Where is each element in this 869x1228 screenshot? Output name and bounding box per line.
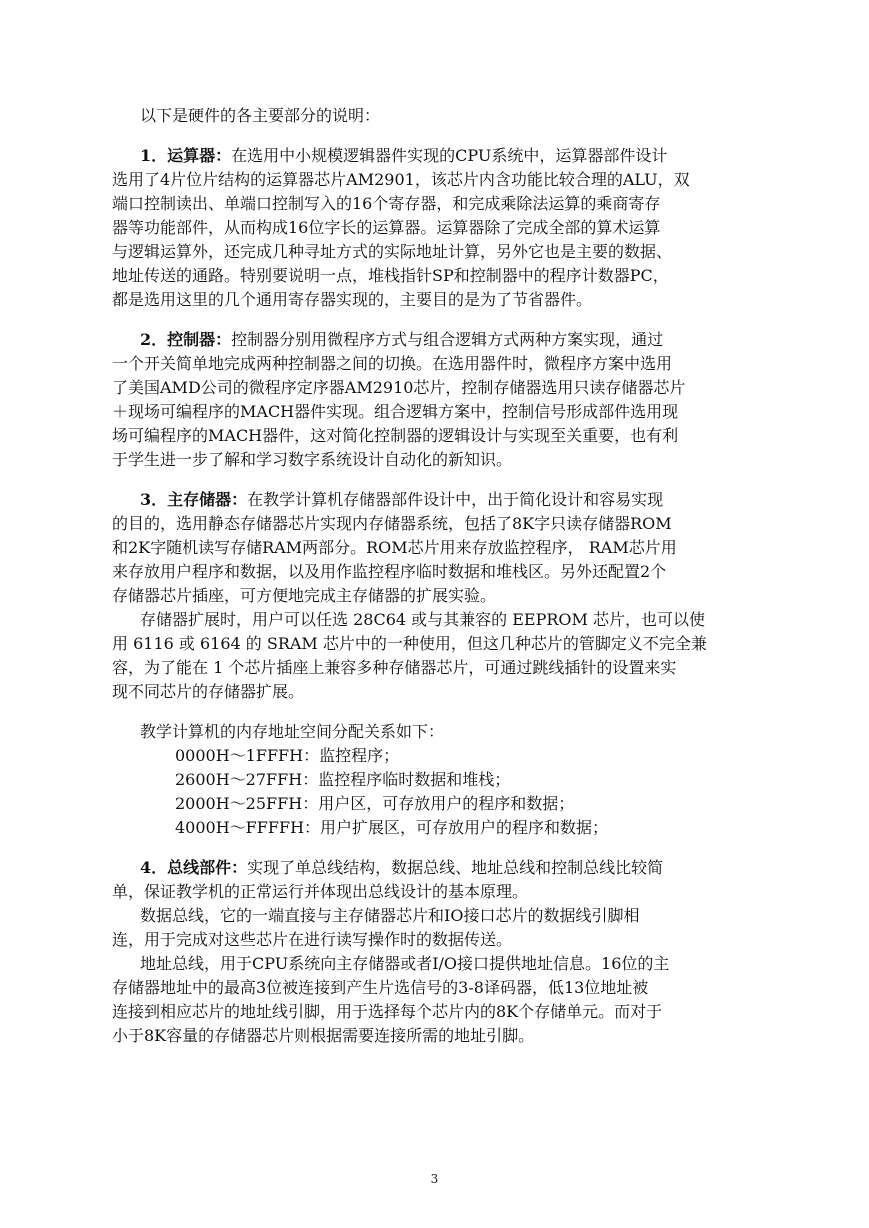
section-3-extra-line-0: 存储器扩展时，用户可以任选 28C64 或与其兼容的 EEPROM 芯片，也可以使	[140, 610, 705, 629]
section-2-line-4: 场可编程序的MACH器件，这对简化控制器的逻辑设计与实现至关重要，也有利	[112, 426, 679, 445]
section-3-line-1: 的目的，选用静态存储器芯片实现内存储器系统，包括了8K字只读存储器ROM	[112, 514, 672, 533]
section-2-line-0: 控制器分别用微程序方式与组合逻辑方式两种方案实现，通过	[231, 330, 664, 349]
section-1-line-1: 选用了4片位片结构的运算器芯片AM2901，该芯片内含功能比较合理的ALU，双	[112, 170, 690, 189]
section-3-line-4: 存储器芯片插座，可方便地完成主存储器的扩展实验。	[112, 586, 497, 605]
section-1-first-line	[140, 144, 667, 168]
section-2-heading: 2．控制器：	[140, 330, 232, 349]
section-4-first-line	[140, 856, 663, 880]
section-3-extra-line-1: 用 6116 或 6164 的 SRAM 芯片中的一种使用，但这几种芯片的管脚定义不完全兼	[112, 634, 707, 653]
section-4-line-0: 实现了单总线结构，数据总线、地址总线和控制总线比较简	[247, 858, 664, 877]
section-1-line-2: 端口控制读出、单端口控制写入的16个寄存器，和完成乘除法运算的乘商寄存	[112, 194, 661, 213]
section-3-line-2: 和2K字随机读写存储RAM两部分。ROM芯片用来存放监控程序， RAM芯片用	[112, 538, 677, 557]
data-bus-line-1: 连，用于完成对这些芯片在进行读写操作时的数据传送。	[112, 930, 513, 949]
section-1-line-0: 在选用中小规模逻辑器件实现的CPU系统中，运算器部件设计	[231, 146, 668, 165]
section-2-line-2: 了美国AMD公司的微程序定序器AM2910芯片，控制存储器选用只读存储器芯片	[112, 378, 686, 397]
section-2-line-5: 于学生进一步了解和学习数字系统设计自动化的新知识。	[112, 450, 513, 469]
section-3-first-line	[140, 488, 663, 512]
section-3-line-0: 在教学计算机存储器部件设计中，出于简化设计和容易实现	[247, 490, 664, 509]
section-3-extra-line-2: 容，为了能在 1 个芯片插座上兼容多种存储器芯片，可通过跳线插针的设置来实	[112, 658, 677, 677]
data-bus-line-0: 数据总线，它的一端直接与主存储器芯片和IO接口芯片的数据线引脚相	[140, 906, 640, 925]
memory-map-entry: 2000H～25FFH：用户区，可存放用户的程序和数据；	[175, 794, 575, 813]
section-4-heading: 4．总线部件：	[140, 858, 248, 877]
section-1-heading: 1．运算器：	[140, 146, 232, 165]
address-bus-line-0: 地址总线，用于CPU系统向主存储器或者I/O接口提供地址信息。16位的主	[140, 954, 670, 973]
memory-map-entry: 0000H～1FFFH：监控程序；	[175, 746, 400, 765]
memory-map-title: 教学计算机的内存地址空间分配关系如下：	[140, 722, 445, 741]
section-1-line-3: 器等功能部件，从而构成16位字长的运算器。运算器除了完成全部的算术运算	[112, 218, 661, 237]
section-3-line-3: 来存放用户程序和数据，以及用作监控程序临时数据和堆栈区。另外还配置2个	[112, 562, 667, 581]
section-1-line-6: 都是选用这里的几个通用寄存器实现的，主要目的是为了节省器件。	[112, 290, 593, 309]
section-2-line-3: ＋现场可编程序的MACH器件实现。组合逻辑方案中，控制信号形成部件选用现	[112, 402, 679, 421]
memory-map-entry: 2600H～27FFH：监控程序临时数据和堆栈；	[175, 770, 511, 789]
section-1-line-5: 地址传送的通路。特别要说明一点，堆栈指针SP和控制器中的程序计数器PC，	[112, 266, 669, 285]
address-bus-line-1: 存储器地址中的最高3位被连接到产生片选信号的3-8译码器，低13位地址被	[112, 978, 649, 997]
memory-map-entry: 4000H～FFFFH：用户扩展区，可存放用户的程序和数据；	[175, 818, 609, 837]
section-2-line-1: 一个开关简单地完成两种控制器之间的切换。在选用器件时，微程序方案中选用	[112, 354, 673, 373]
section-2-first-line	[140, 328, 663, 352]
section-1-line-4: 与逻辑运算外，还完成几种寻址方式的实际地址计算，另外它也是主要的数据、	[112, 242, 673, 261]
section-3-heading: 3．主存储器：	[140, 490, 248, 509]
section-3-extra-line-3: 现不同芯片的存储器扩展。	[112, 682, 305, 701]
section-4-line-1: 单，保证教学机的正常运行并体现出总线设计的基本原理。	[112, 882, 529, 901]
intro-text: 以下是硬件的各主要部分的说明：	[140, 106, 381, 125]
address-bus-line-3: 小于8K容量的存储器芯片则根据需要连接所需的地址引脚。	[112, 1026, 535, 1045]
address-bus-line-2: 连接到相应芯片的地址线引脚，用于选择每个芯片内的8K个存储单元。而对于	[112, 1002, 663, 1021]
page-number: 3	[430, 1172, 439, 1186]
